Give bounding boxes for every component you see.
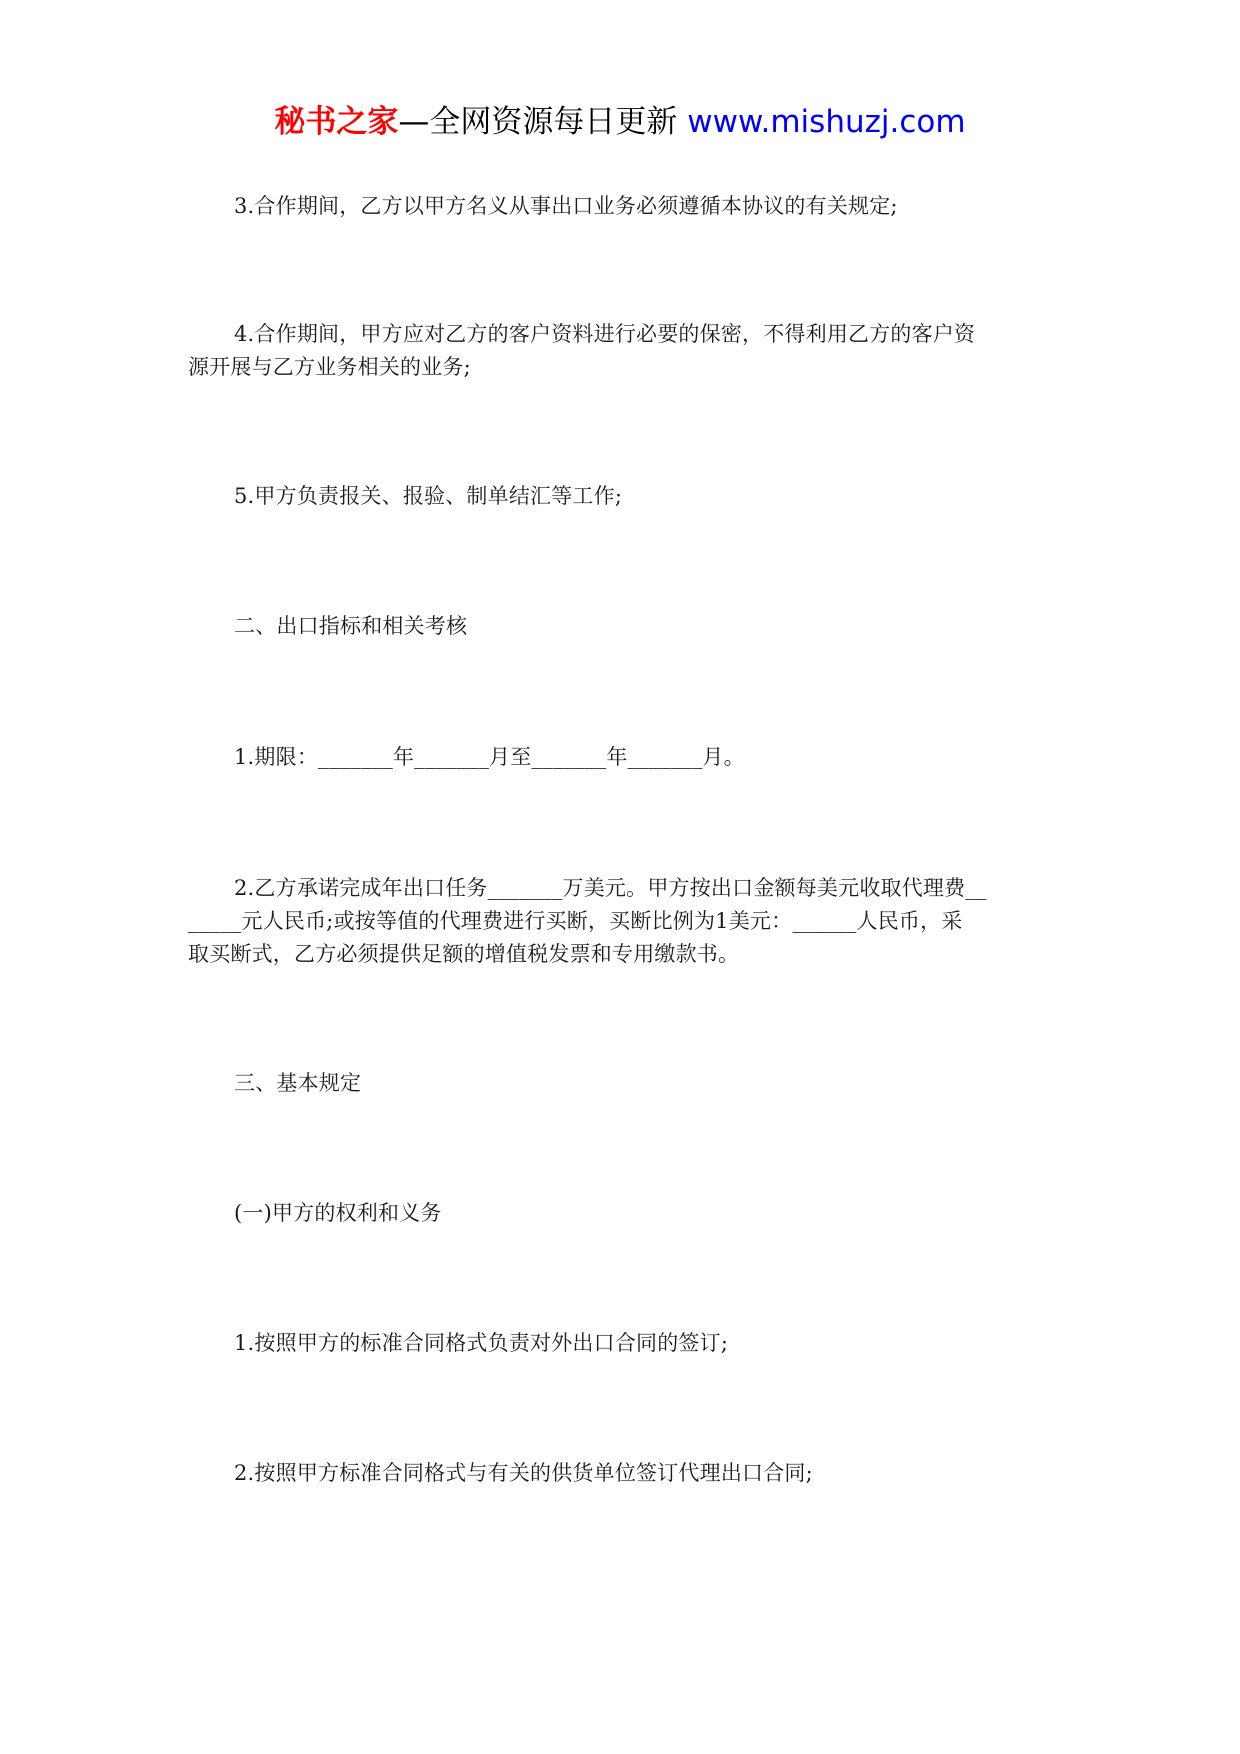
clause-5: 5.甲方负责报关、报验、制单结汇等工作; [234, 484, 623, 508]
site-brand: 秘书之家 [274, 104, 399, 140]
duty-1: 1.按照甲方的标准合同格式负责对外出口合同的签订; [234, 1331, 729, 1355]
export-target-line-3: 取买断式，乙方必须提供足额的增值税发票和专用缴款书。 [188, 942, 740, 966]
export-target-line-2: _____元人民币;或按等值的代理费进行买断，买断比例为1美元：______人民币，采 [188, 909, 963, 933]
clause-4-line-1: 4.合作期间，甲方应对乙方的客户资料进行必要的保密，不得利用乙方的客户资 [234, 322, 976, 346]
duty-2: 2.按照甲方标准合同格式与有关的供货单位签订代理出口合同; [234, 1461, 813, 1485]
export-target-clause [188, 872, 1052, 971]
clause-3: 3.合作期间，乙方以甲方名义从事出口业务必须遵循本协议的有关规定; [234, 194, 898, 218]
subsection-1-heading: (一)甲方的权利和义务 [234, 1201, 442, 1225]
term-clause: 1.期限：_______年_______月至_______年_______月。 [234, 745, 745, 769]
section-2-heading: 二、出口指标和相关考核 [234, 614, 468, 638]
site-tagline: —全网资源每日更新 [398, 104, 688, 140]
site-url: www.mishuzj.com [687, 104, 966, 140]
clause-4-line-2: 源开展与乙方业务相关的业务; [188, 355, 471, 379]
section-3-heading: 三、基本规定 [234, 1071, 362, 1095]
export-target-line-1: 2.乙方承诺完成年出口任务_______万美元。甲方按出口金额每美元收取代理费__ [234, 876, 987, 900]
site-header [0, 100, 1240, 144]
clause-4 [188, 318, 1052, 384]
